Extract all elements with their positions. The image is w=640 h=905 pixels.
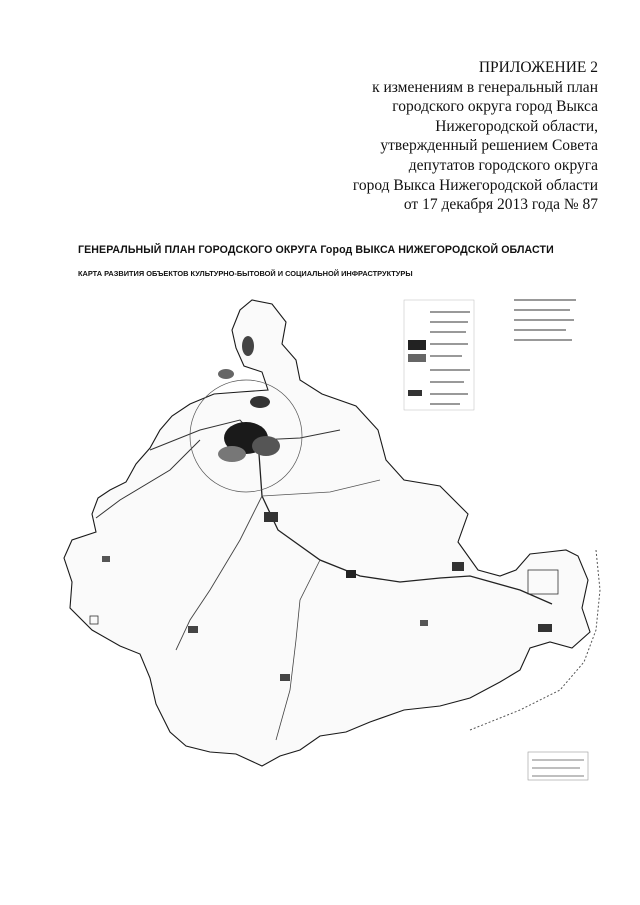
district-map: [0, 270, 640, 810]
appendix-line: к изменениям в генеральный план: [372, 78, 598, 96]
title-block: [528, 752, 588, 780]
appendix-line: утвержденный решением Совета: [380, 137, 598, 155]
appendix-line: городского округа город Выкса: [392, 98, 598, 116]
city-area: [252, 436, 280, 456]
settlement: [102, 556, 110, 562]
map-subtitle: КАРТА РАЗВИТИЯ ОБЪЕКТОВ КУЛЬТУРНО-БЫТОВОЙ И СОЦИАЛЬНОЙ ИНФРАСТРУКТУРЫ: [78, 269, 413, 278]
settlement: [420, 620, 428, 626]
settlement: [280, 674, 290, 681]
appendix-line: от 17 декабря 2013 года № 87: [403, 196, 598, 214]
city-area: [218, 446, 246, 462]
settlement: [188, 626, 198, 633]
appendix-line: депутатов городского округа: [408, 156, 598, 174]
city-area: [218, 369, 234, 379]
appendix-block: [278, 58, 598, 215]
appendix-line: город Выкса Нижегородской области: [352, 176, 598, 194]
city-area: [242, 336, 254, 356]
appendix-line: Нижегородской области,: [435, 117, 598, 135]
settlement: [264, 512, 278, 522]
settlement: [452, 562, 464, 571]
settlement: [346, 570, 356, 578]
settlement: [538, 624, 552, 632]
map-legend: [404, 300, 576, 410]
city-area: [250, 396, 270, 408]
district-boundary: [64, 300, 590, 766]
appendix-line: ПРИЛОЖЕНИЕ 2: [478, 59, 598, 76]
map-title: ГЕНЕРАЛЬНЫЙ ПЛАН ГОРОДСКОГО ОКРУГА Город ВЫКСА НИЖЕГОРОДСКОЙ ОБЛАСТИ: [78, 244, 554, 256]
